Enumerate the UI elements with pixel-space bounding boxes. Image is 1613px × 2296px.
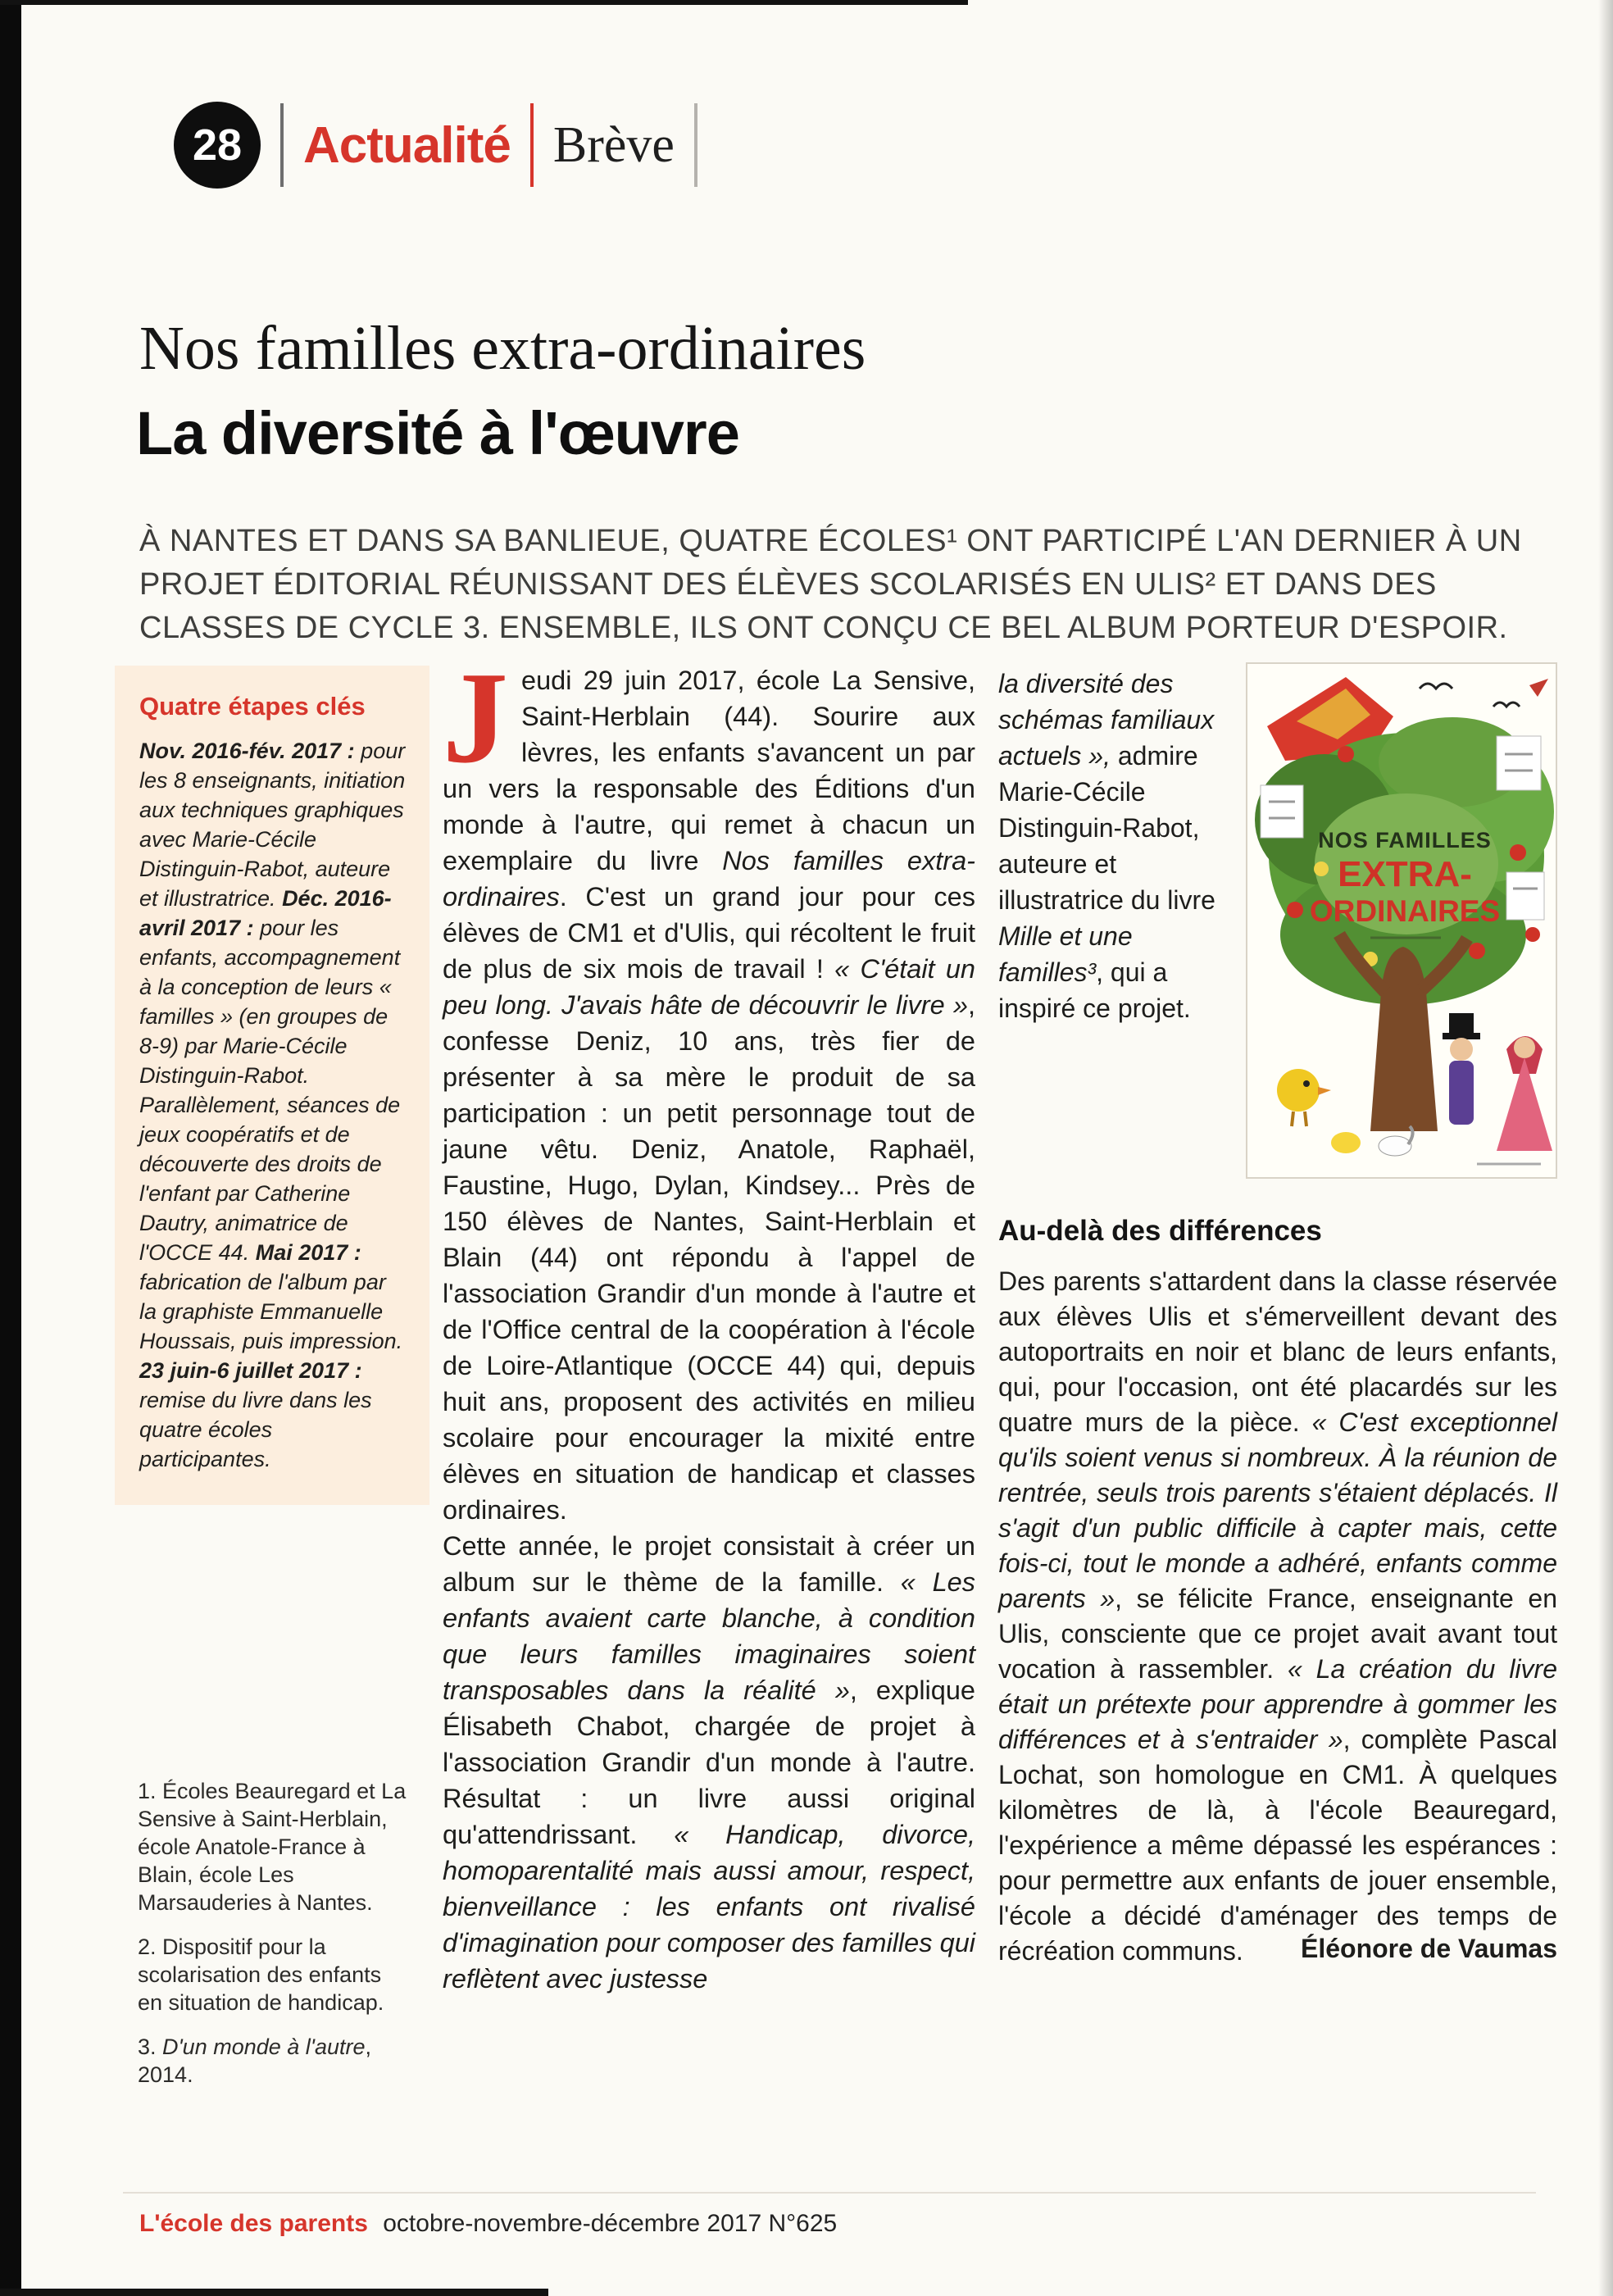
page-header xyxy=(174,100,697,190)
footnote-3: 3. D'un monde à l'autre, 2014. xyxy=(138,2035,372,2087)
cover-title-line-1: NOS FAMILLES xyxy=(1318,828,1492,852)
article-continuation: la diversité des schémas familiaux actuels », admire Marie-Cécile Distinguin-Rabot, auteure et illustratrice du livre Mille et une familles³, qui a inspiré ce projet. xyxy=(998,669,1215,1023)
footnote-1: 1. Écoles Beauregard et La Sensive à Saint-Herblain, école Anatole-France à Blain, école Les Marsauderies à Nantes. xyxy=(138,1779,407,1915)
article-paragraph-2: Cette année, le projet consistait à créer un album sur le thème de la famille. « Les enfants avaient carte blanche, à condition que leurs familles imaginaires soient transposables dans la réalité », explique Élisabeth Chabot, chargée de projet à l'association Grandir d'un monde à l'autre. Résultat : un livre aussi original qu'attendrissant. « Handicap, divorce, homoparentalité mais aussi amour, respect, bienveillance : les enfants ont rivalisé d'imagination pour composer des familles qui reflètent avec justesse xyxy=(443,1531,976,1994)
article-paragraph-3: Des parents s'attardent dans la classe réservée aux élèves Ulis et s'émerveillent devant des autoportraits en noir et blanc de leurs enfants, qui, pour l'occasion, ont été placardés sur les quatre murs de la pièce. « C'est exceptionnel qu'ils soient venus si nombreux. À la réunion de rentrée, seuls trois parents s'étaient déplacés. Il s'agit d'un public difficile à capter mais, cette fois-ci, tout le monde a adhéré, enfants comme parents », se félicite France, enseignante en Ulis, consciente que ce projet avait avant tout vocation à rassembler. « La création du livre était un prétexte pour apprendre à gommer les différences et à s'entraider », complète Pascal Lochat, son homologue en CM1. À quelques kilomètres de là, à l'école Beauregard, l'expérience a même dépassé les espérances : pour permettre aux enfants de jouer ensemble, l'école a décidé d'aménager des temps de récréation communs. xyxy=(998,1266,1558,1966)
header-divider xyxy=(280,103,284,187)
cover-title-block xyxy=(1310,828,1500,938)
sidebar-key-steps xyxy=(115,666,429,1505)
scan-edge-top xyxy=(0,0,968,5)
footnotes xyxy=(138,1777,408,2105)
footnote-2: 2. Dispositif pour la scolarisation des enfants en situation de handicap. xyxy=(138,1935,384,2015)
scan-edge-right xyxy=(1598,0,1613,2296)
issue-info: octobre-novembre-décembre 2017 N°625 xyxy=(383,2210,838,2237)
section-heading: Au-delà des différences xyxy=(998,1215,1322,1247)
dropcap: J xyxy=(443,644,508,790)
article-surtitle: Nos familles extra-ordinaires xyxy=(139,314,866,383)
sidebar-title: Quatre étapes clés xyxy=(139,692,366,721)
cover-title-line-3: ORDINAIRES xyxy=(1309,894,1501,928)
sidebar-body: Nov. 2016-fév. 2017 : pour les 8 enseignants, initiation aux techniques graphiques avec Marie-Cécile Distinguin-Rabot, auteure et illustratrice. Déc. 2016-avril 2017 : pour les enfants, accompagnement à la conception de leurs « familles » (en groupes de 8-9) par Marie-Cécile Distinguin-Rabot. Parallèlement, séances de jeux coopératifs et de découverte des droits de l'enfant par Catherine Dautry, animatrice de l'OCCE 44. Mai 2017 : fabrication de l'album par la graphiste Emmanuelle Houssais, puis impression. 23 juin-6 juillet 2017 : remise du livre dans les quatre écoles participantes. xyxy=(139,739,406,1471)
article-column-main xyxy=(443,644,976,1997)
magazine-name: L'école des parents xyxy=(139,2210,368,2237)
page-number: 28 xyxy=(192,120,243,170)
scan-edge-bottom xyxy=(0,2289,548,2296)
page-number-badge xyxy=(174,102,261,189)
book-cover-illustration xyxy=(1246,662,1557,1179)
standfirst: À NANTES ET DANS SA BANLIEUE, QUATRE ÉCOLES¹ ONT PARTICIPÉ L'AN DERNIER À UN PROJET ÉDITORIAL RÉUNISSANT DES ÉLÈVES SCOLARISÉS EN ULIS² ET DANS DES CLASSES DE CYCLE 3. ENSEMBLE, ILS ONT CONÇU CE BEL ALBUM PORTEUR D'ESPOIR. xyxy=(139,524,1522,645)
article-title: La diversité à l'œuvre xyxy=(136,399,739,467)
paragraph-1-text: eudi 29 juin 2017, école La Sensive, Saint-Herblain (44). Sourire aux lèvres, les enfants s'avancent un par un vers la responsable des Éditions d'un monde à l'autre, qui remet à chacun un exemplaire du livre Nos familles extra-ordinaires. C'est un grand jour pour ces élèves de CM1 et d'Ulis, qui récoltent le fruit de plus de six mois de travail ! « C'était un peu long. J'avais hâte de découvrir le livre », confesse Deniz, 10 ans, très fier de présenter à sa mère le produit de sa participation : un petit personnage tout de jaune vêtu. Deniz, Anatole, Raphaël, Faustine, Hugo, Dylan, Kindsey... Près de 150 élèves de Nantes, Saint-Herblain et Blain (44) ont répondu à l'appel de l'association Grandir d'un monde à l'autre et de l'Office central de la coopération à l'école de Loire-Atlantique (OCCE 44) qui, depuis huit ans, proposent des activités en milieu scolaire pour encourager la mixité entre élèves en situation de handicap et classes ordinaires. xyxy=(443,666,976,1525)
article-paragraph-1 xyxy=(443,644,976,1528)
scan-edge-left xyxy=(0,0,21,2296)
footer xyxy=(139,2210,837,2238)
book-cover xyxy=(1246,662,1557,1179)
section-label: Actualité xyxy=(303,116,511,174)
header-divider-red xyxy=(530,103,534,187)
byline: Éléonore de Vaumas xyxy=(1300,1934,1557,1963)
cover-title-line-2: EXTRA- xyxy=(1338,854,1472,894)
right-top-row xyxy=(998,662,1557,1179)
footer-rule xyxy=(123,2192,1536,2194)
article-column-right xyxy=(998,662,1557,1964)
category-label: Brève xyxy=(552,116,675,173)
header-divider xyxy=(694,103,697,187)
